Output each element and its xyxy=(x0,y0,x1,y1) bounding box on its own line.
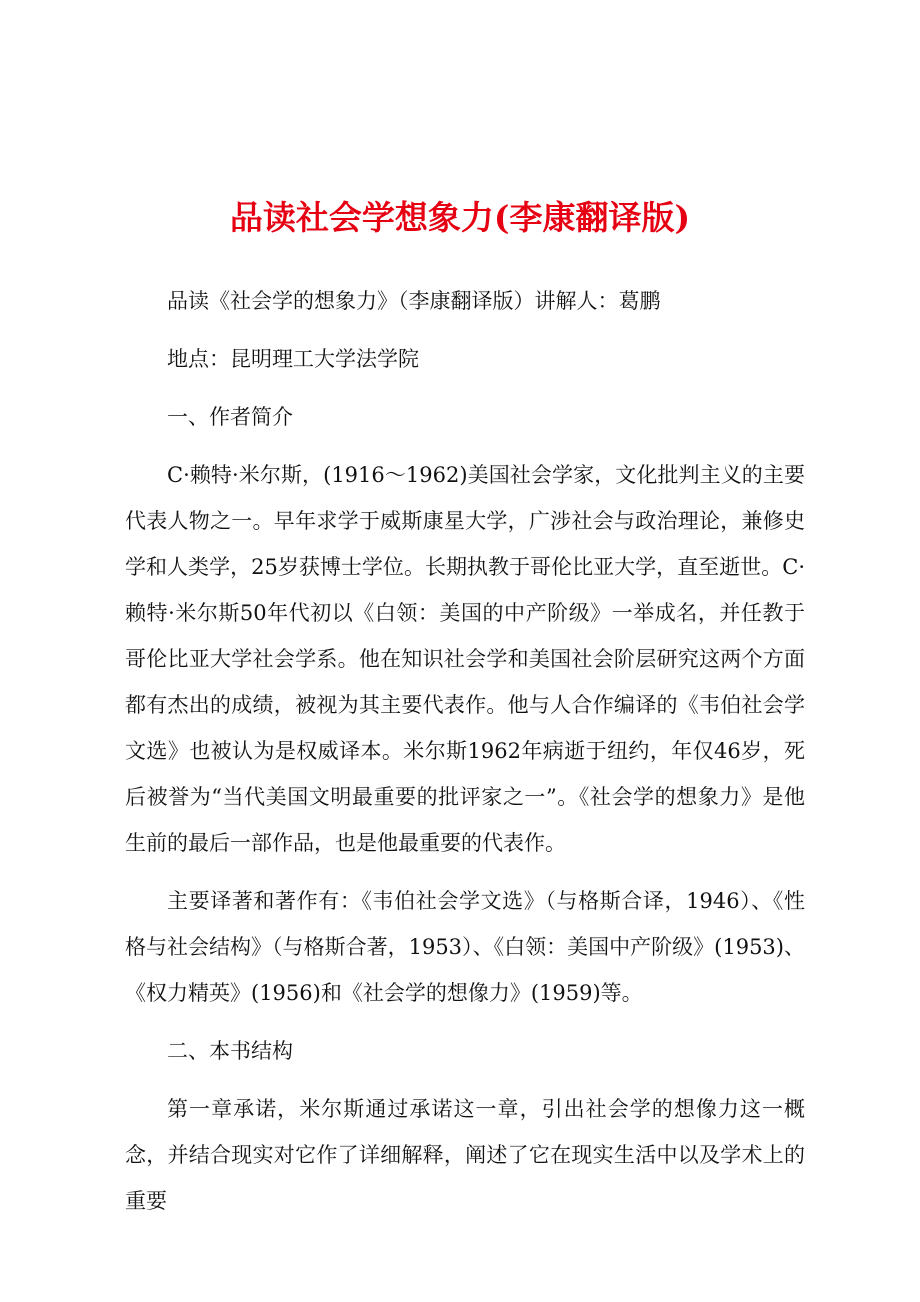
paragraph-lecturer: 品读《社会学的想象力》（李康翻译版）讲解人：葛鹏 xyxy=(167,289,661,313)
document-title: 品读社会学想象力(李康翻译版) xyxy=(229,198,691,237)
paragraph-chapter-one: 第一章承诺，米尔斯通过承诺这一章，引出社会学的想像力这一概念，并结合现实对它作了详细解释，阐述了它在现实生活中以及学术上的重要 xyxy=(125,1097,805,1213)
document-body xyxy=(125,278,805,1224)
paragraph-works: 主要译著和著作有：《韦伯社会学文选》（与格斯合译，1946）、《性格与社会结构》（与格斯合著，1953）、《白领：美国中产阶级》(1953)、《权力精英》(1956)和《社会学的想像力》(1959)等。 xyxy=(125,889,805,1005)
paragraph-author-bio: C·赖特·米尔斯，(1916～1962)美国社会学家，文化批判主义的主要代表人物之一。早年求学于威斯康星大学，广涉社会与政治理论，兼修史学和人类学，25岁获博士学位。长期执教于哥伦比亚大学，直至逝世。C·赖特·米尔斯50年代初以《白领：美国的中产阶级》一举成名，并任教于哥伦比亚大学社会学系。他在知识社会学和美国社会阶层研究这两个方面都有杰出的成绩，被视为其主要代表作。他与人合作编译的《韦伯社会学文选》也被认为是权威译本。米尔斯1962年病逝于纽约，年仅46岁，死后被誉为“当代美国文明最重要的批评家之一”。《社会学的想象力》是他生前的最后一部作品，也是他最重要的代表作。 xyxy=(125,463,805,855)
section-heading-author: 一、作者简介 xyxy=(167,405,293,429)
section-heading-structure: 二、本书结构 xyxy=(167,1039,293,1063)
paragraph-location: 地点：昆明理工大学法学院 xyxy=(167,347,419,371)
